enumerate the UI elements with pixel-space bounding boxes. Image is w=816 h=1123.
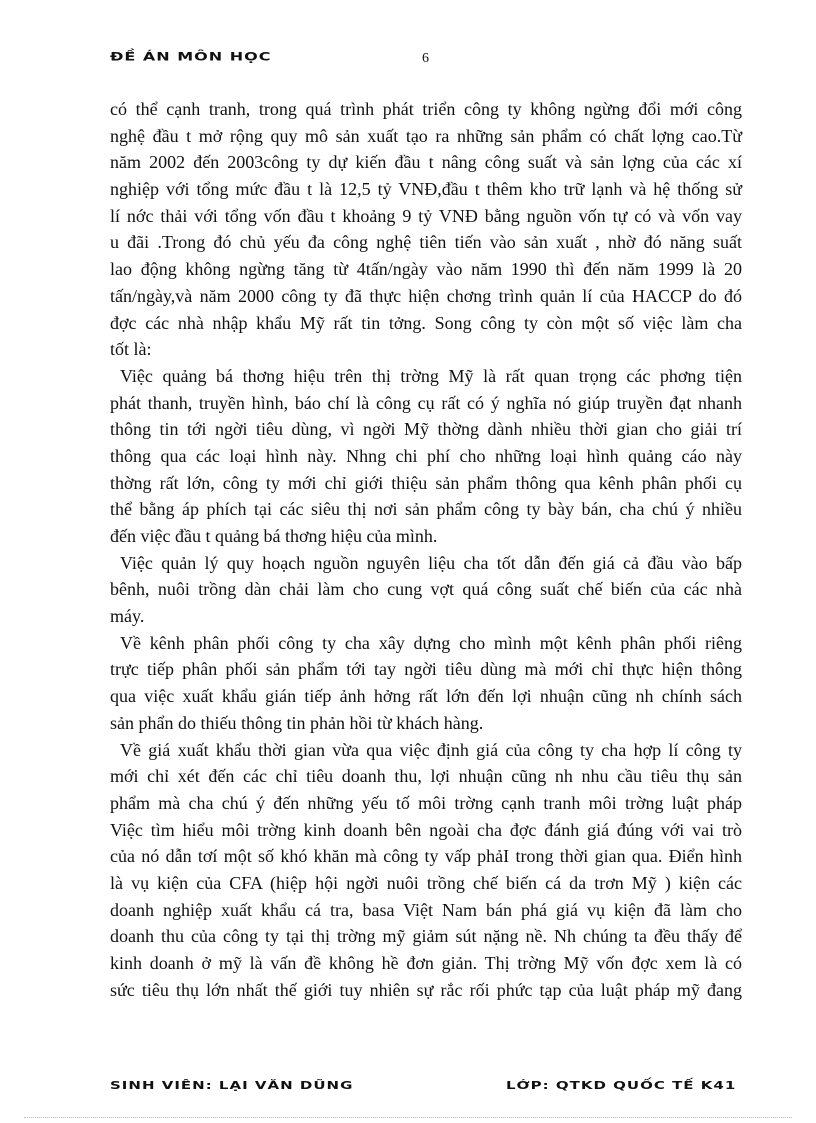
text-line: lao động không ngừng tăng từ 4tấn/ngày vào năm 1990 thì đến năm 1999 là 20 [110, 259, 742, 280]
text-line: mới chỉ xét đến các chỉ tiêu doanh thu, lợi nhuận cũng nh nhu cầu tiêu thụ sản [110, 766, 742, 787]
text-line: doanh thu của công ty tại thị trờng mỹ giảm sút nặng nề. Nh chúng ta đều thấy để [110, 926, 742, 947]
text-line: kinh doanh ở mỹ là vấn đề không hề đơn giản. Thị trờng Mỹ vốn đợc xem là có [110, 953, 742, 973]
paragraph [110, 363, 742, 550]
text-line: tấn/ngày,và năm 2000 công ty đã thực hiện chơng trình quản lí của HACCP do đó [110, 285, 742, 306]
text-line: đợc các nhà nhập khẩu Mỹ rất tin tởng. Song công ty còn một số việc làm cha [110, 312, 742, 333]
text-line: phẩm mà cha chú ý đến những yếu tố môi trờng cạnh tranh môi trờng luật pháp [110, 792, 742, 813]
text-line: nghệ đầu t mở rộng quy mô sản xuất tạo ra những sản phẩm có chất lợng cao.Từ [110, 125, 742, 146]
text-line: nghiệp với tổng mức đầu t là 12,5 tỷ VNĐ,đầu t thêm kho trữ lạnh và hệ thống sử [110, 179, 742, 200]
text-line: thờng rất lớn, công ty mới chỉ giới thiệu sản phẩm thông qua kênh phân phối cụ [110, 472, 742, 493]
paragraph [110, 550, 742, 630]
text-line: Việc quảng bá thơng hiệu trên thị trờng Mỹ là rất quan trọng các phơng tiện [120, 365, 742, 386]
paragraph [110, 630, 742, 737]
document-body [110, 96, 742, 1003]
text-line: máy. [110, 606, 145, 627]
text-line: có thể cạnh tranh, trong quá trình phát triển công ty không ngừng đổi mới công [110, 99, 742, 119]
text-line: lí nớc thải với tổng vốn đầu t khoảng 9 tỷ VNĐ bằng nguồn vốn tự có và vốn vay [110, 205, 742, 226]
text-line: tốt là: [110, 339, 152, 360]
text-line: năm 2002 đến 2003công ty dự kiến đầu t nâng công suất và sản lợng của các xí [110, 152, 742, 173]
text-line: u đãi .Trong đó chủ yếu đa công nghệ tiên tiến vào sản xuất , nhờ đó năng suất [110, 232, 742, 253]
page-bottom-rule [24, 1117, 792, 1118]
text-line: Việc tìm hiểu môi trờng kinh doanh bên ngoài cha đợc đánh giá đúng với vai trò [110, 819, 742, 840]
page-number: 6 [422, 51, 429, 66]
text-line: sản phẩn do thiếu thông tin phản hồi từ khách hàng. [110, 712, 484, 733]
text-line: thông qua các loại hình này. Nhng chi phí cho những loại hình quảng cáo này [110, 445, 742, 466]
text-line: doanh nghiệp xuất khẩu cá tra, basa Việt Nam bán phá giá vụ kiện đã làm cho [110, 899, 742, 920]
text-line: đến việc đầu t quảng bá thơng hiệu của mình. [110, 526, 438, 546]
text-line: Việc quản lý quy hoạch nguồn nguyên liệu cha tốt dẫn đến giá cả đầu vào bấp [120, 552, 742, 573]
text-line: thể bằng áp phích tại các siêu thị nơi sản phẩm công ty bày bán, cha chú ý nhiều [110, 499, 742, 520]
text-line: Về giá xuất khẩu thời gian vừa qua việc định giá của công ty cha hợp lí công ty [120, 739, 742, 760]
text-line: sức tiêu thụ lớn nhất thế giới tuy nhiên sự rắc rối phức tạp của luật pháp mỹ đang [110, 979, 742, 1000]
text-line: trực tiếp phân phối sản phẩm tới tay ngời tiêu dùng mà mới chỉ thực hiện thông [110, 659, 742, 680]
text-line: bênh, nuôi trồng dàn chải làm cho cung vợt quá công suất chế biến của các nhà [110, 579, 742, 600]
text-line: qua việc xuất khẩu gián tiếp ảnh hởng rất lớn đến lợi nhuận cũng nh chính sách [110, 686, 742, 707]
text-line: là vụ kiện của CFA (hiệp hội ngời nuôi trồng chế biến cá da trơn Mỹ ) kiện các [110, 872, 742, 893]
footer-class: LỚP: QTKD QUỐC TẾ K41 [506, 1079, 737, 1092]
footer-student: SINH VIÊN: LẠI VĂN DŨNG [110, 1079, 354, 1092]
text-line: Về kênh phân phối công ty cha xây dựng cho mình một kênh phân phối riêng [120, 632, 742, 653]
text-line: của nó dẫn tơí một số khó khăn mà công ty vấp phảI trong thời gian qua. Điển hình [110, 846, 742, 867]
paragraph [110, 737, 742, 1004]
header-title: ĐỀ ÁN MÔN HỌC [110, 50, 272, 64]
text-line: thông tin tới ngời tiêu dùng, vì ngời Mỹ thờng dành nhiều thời gian cho giải trí [110, 419, 742, 440]
text-line: phát thanh, truyền hình, báo chí là công cụ rất có ý nghĩa nó giúp truyền đạt nhanh [110, 392, 742, 413]
paragraph [110, 96, 742, 363]
